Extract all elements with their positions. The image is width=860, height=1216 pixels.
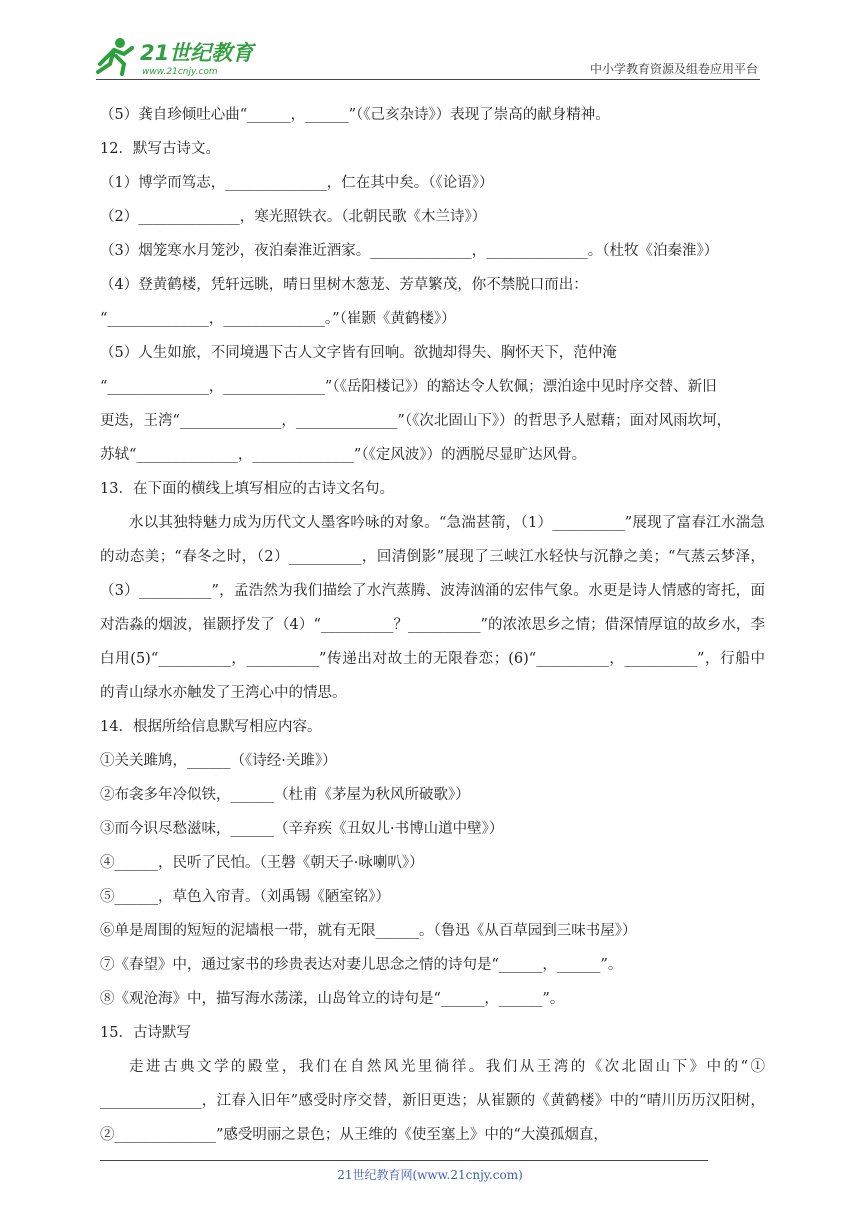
q14-item-5: ⑤______，草色入帘青。（刘禹锡《陋室铭》） <box>100 889 390 905</box>
footer-text: 21世纪教育网(www.21cnjy.com) <box>337 1168 523 1182</box>
q12-item-2: （2）______________，寒光照铁衣。（北朝民歌《木兰诗》） <box>100 209 487 225</box>
q14-item-8: ⑧《观沧海》中，描写海水荡漾，山岛耸立的诗句是“______，______”。 <box>100 991 565 1007</box>
page-body <box>100 98 765 1152</box>
q12-item-1: （1）博学而笃志，______________，仁在其中矣。（《论语》） <box>100 175 494 191</box>
logo-url: www.21cnjy.com <box>142 67 218 77</box>
q14-item-3: ③而今识尽愁滋味，______（辛弃疾《丑奴儿·书博山道中壁》） <box>100 821 504 837</box>
q14-item-4: ④______，民听了民怕。（王磐《朝天子·咏喇叭》） <box>100 855 424 871</box>
q12-item-3: （3）烟笼寒水月笼沙，夜泊秦淮近酒家。______________，______________。（杜牧《泊秦淮》） <box>100 243 719 259</box>
q14-item-6: ⑥单是周围的短短的泥墙根一带，就有无限______。（鲁迅《从百草园到三味书屋》） <box>100 923 637 939</box>
q15-paragraph: 走进古典文学的殿堂，我们在自然风光里徜徉。我们从王湾的《次北固山下》中的“① ______________，江春入旧年”感受时序交替，新旧更迭；从崔颢的《黄鹤楼》中的“晴川历历汉阳树，②______________”感受明丽之景色；从王维的《使至塞上》中的“大漠孤烟直， <box>100 1059 765 1143</box>
q14-item-1: ①关关雎鸠，______（《诗经·关雎》） <box>100 753 337 769</box>
header-tagline: 中小学教育资源及组卷应用平台 <box>589 62 758 76</box>
header-divider <box>96 79 760 80</box>
q12-item-5: （5）人生如旅，不同境遇下古人文字皆有回响。欲抛却得失、胸怀天下，范仲淹 <box>100 345 617 361</box>
footer-divider <box>100 1160 708 1161</box>
q12-item-4: （4）登黄鹤楼，凭轩远眺，晴日里树木葱茏、芳草繁茂，你不禁脱口而出： <box>100 277 588 293</box>
q12-item-5-line4: 苏轼“______________，______________”（《定风波》）的洒脱尽显旷达风骨。 <box>100 447 587 463</box>
q12-item-4-blank: “______________，______________。”（崔颢《黄鹤楼》） <box>100 311 456 327</box>
logo-text: 21世纪教育 <box>140 41 254 65</box>
q12-heading: 12．默写古诗文。 <box>100 141 220 157</box>
q15-heading: 15．古诗默写 <box>100 1025 191 1041</box>
q13-paragraph: 水以其独特魅力成为历代文人墨客吟咏的对象。“急湍甚箭，（1）__________”展现了富春江水湍急的动态美；“春冬之时，（2）__________，回清倒影”展现了三峡江水轻快与沉静之美；“气蒸云梦泽，（3）__________”，孟浩然为我们描绘了水汽蒸腾、波涛汹涌的宏伟气象。水更是诗人情感的寄托，面对浩淼的烟波，崔颢抒发了（4）“__________？__________”的浓浓思乡之情；借深情厚谊的故乡水，李白用(5)“__________，__________”传递出对故土的无限眷恋；(6)“__________，__________”，行船中的青山绿水亦触发了王湾心中的情思。 <box>100 515 765 701</box>
q14-item-7: ⑦《春望》中，通过家书的珍贵表达对妻儿思念之情的诗句是“______，______”。 <box>100 957 623 973</box>
logo <box>94 34 264 78</box>
q12-item-5-line3: 更迭，王湾“______________，______________”（《次北固山下》）的哲思予人慰藉；面对风雨坎坷， <box>100 413 732 429</box>
q11-item-5: （5）龚自珍倾吐心曲“______，______”（《己亥杂诗》）表现了崇高的献身精神。 <box>100 107 610 123</box>
q14-heading: 14．根据所给信息默写相应内容。 <box>100 719 322 735</box>
page-header <box>0 0 860 82</box>
q14-item-2: ②布衾多年冷似铁，______（杜甫《茅屋为秋风所破歌》） <box>100 787 470 803</box>
q13-heading: 13．在下面的横线上填写相应的古诗文名句。 <box>100 481 394 497</box>
q12-item-5-line2: “______________，______________”（《岳阳楼记》）的豁达令人钦佩；漂泊途中见时序交替、新旧 <box>100 379 717 395</box>
runner-icon <box>98 38 132 74</box>
